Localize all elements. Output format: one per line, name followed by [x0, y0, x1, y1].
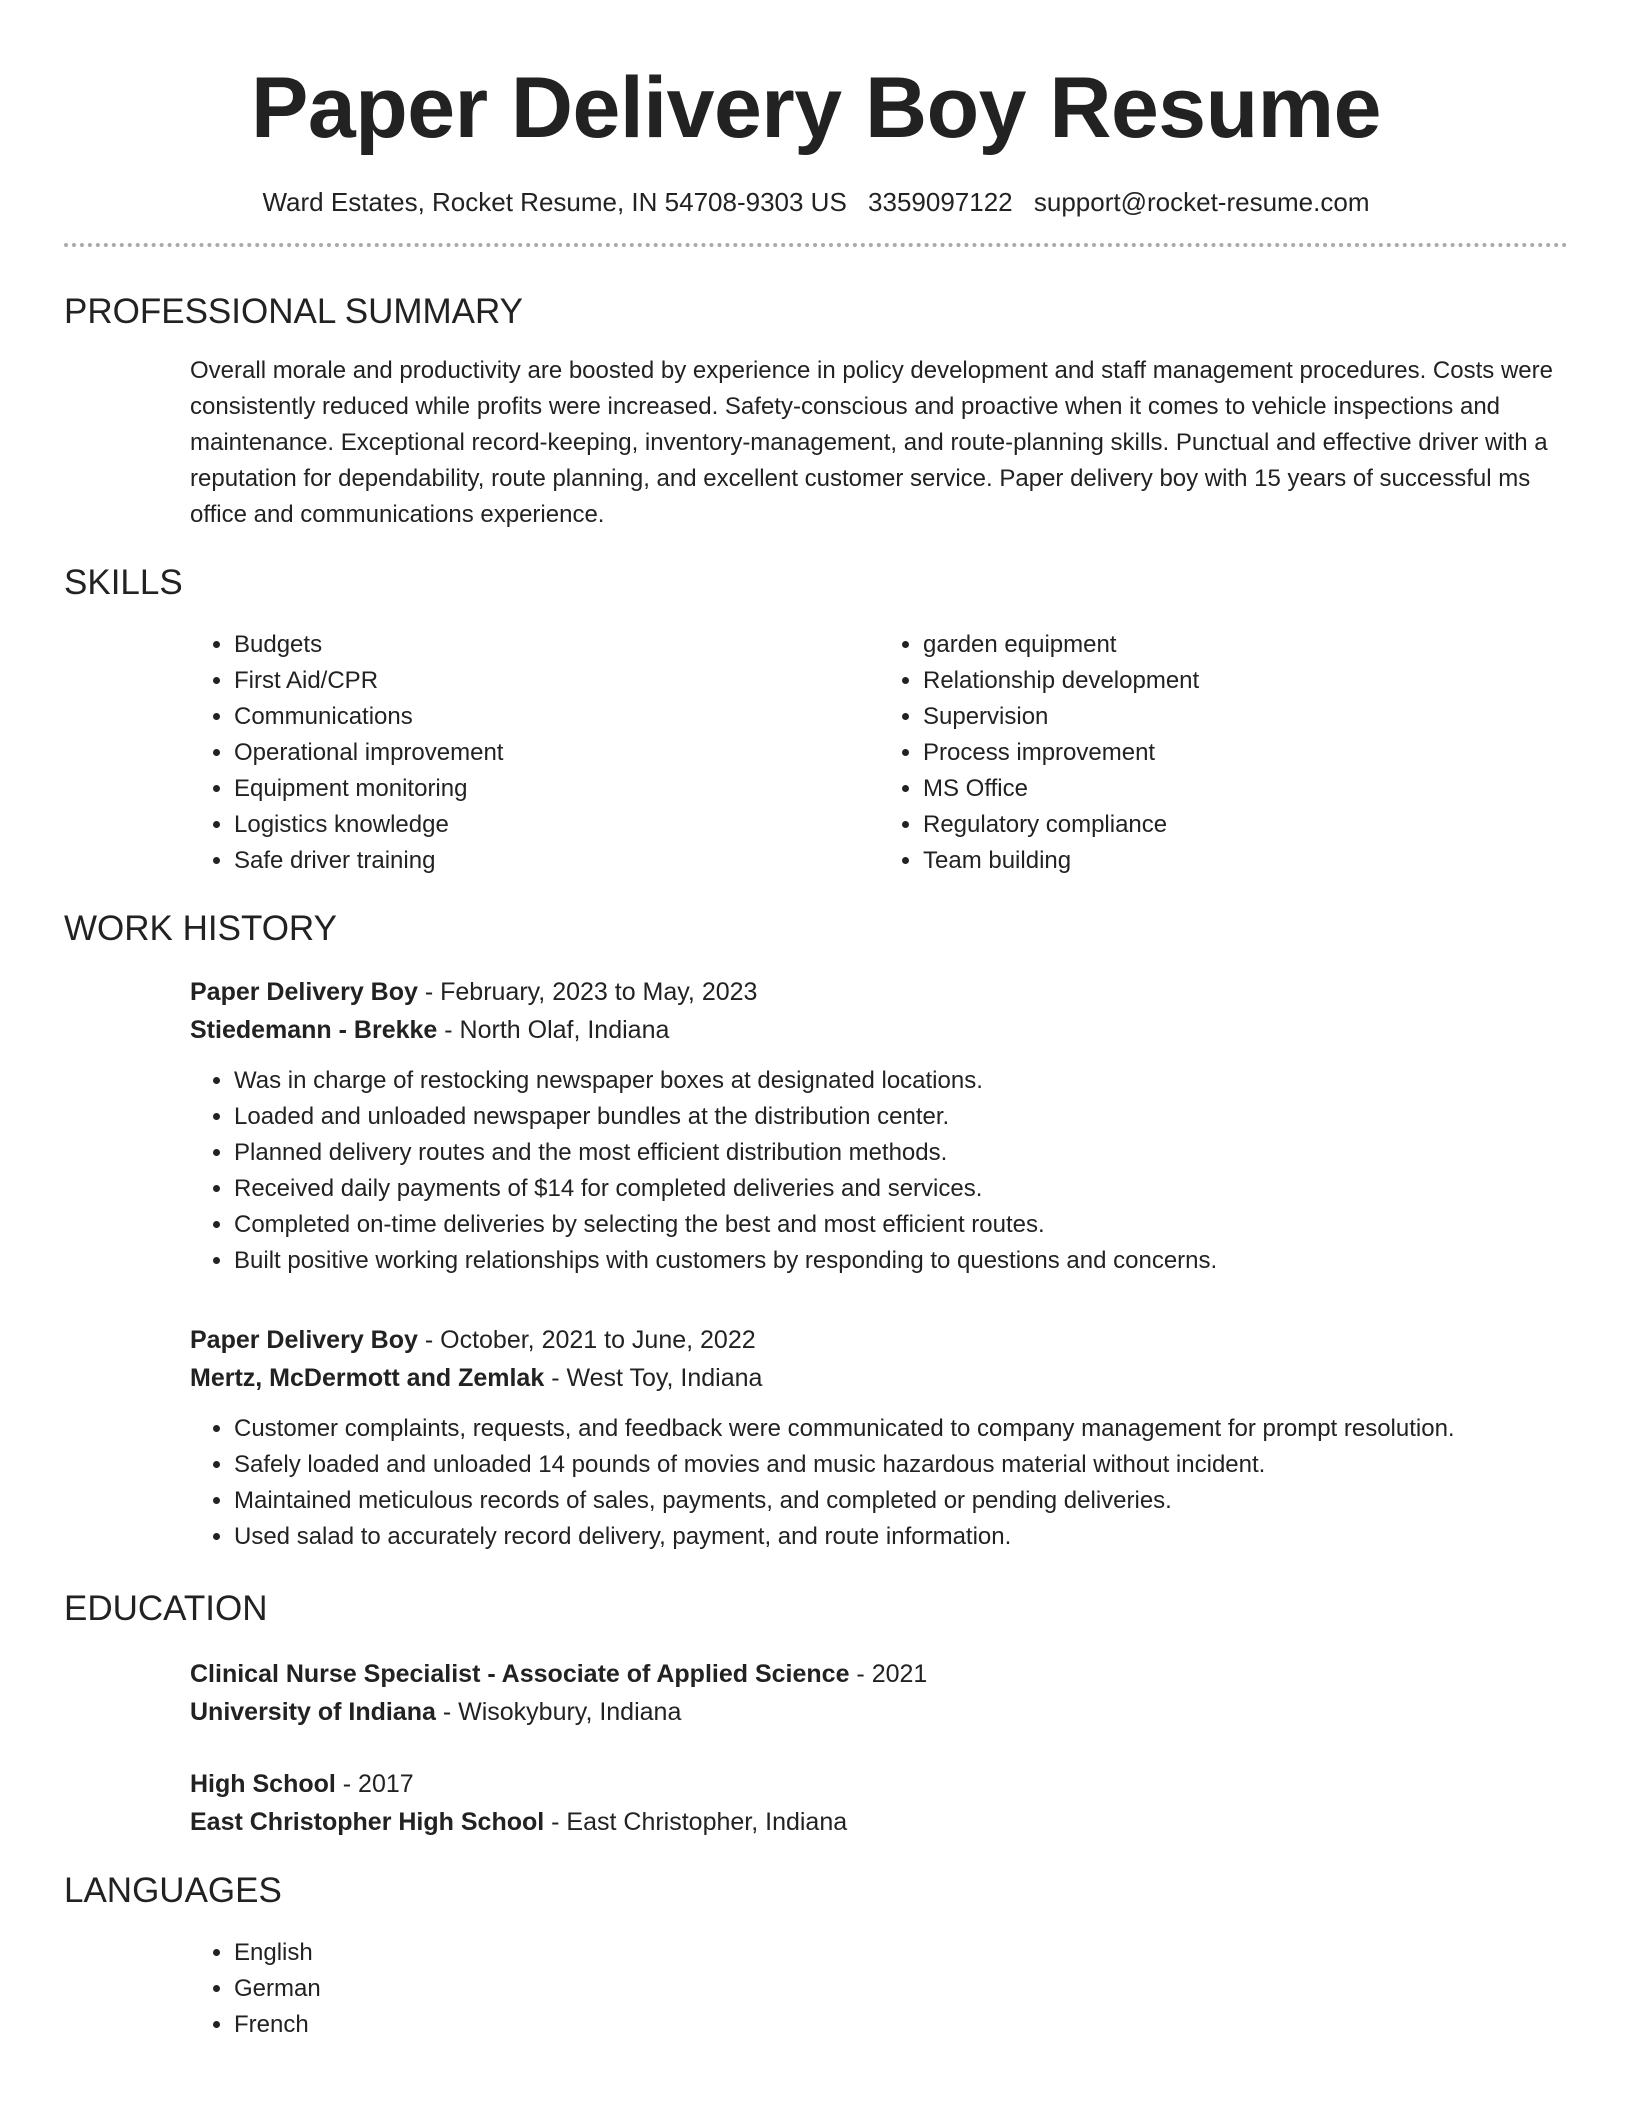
education-degree-line — [190, 1765, 1568, 1803]
language-item: • English — [234, 1935, 1568, 1971]
languages-list — [190, 1935, 1568, 2043]
skill-item: • Regulatory compliance — [923, 807, 1568, 843]
section-title-summary: PROFESSIONAL SUMMARY — [64, 292, 523, 331]
job-bullet: • Safely loaded and unloaded 14 pounds of movies and music hazardous material without incident. — [234, 1447, 1568, 1483]
skill-item: • MS Office — [923, 771, 1568, 807]
job-dates: - October, 2021 to June, 2022 — [417, 1326, 756, 1354]
skills-list-left — [190, 627, 879, 879]
skill-item: • Budgets — [234, 627, 879, 663]
skill-item: • Team building — [923, 843, 1568, 879]
language-item: • German — [234, 1971, 1568, 2007]
resume-title: Paper Delivery Boy Resume — [251, 60, 1381, 156]
contact-phone: 3359097122 — [868, 187, 1013, 217]
skill-item: • garden equipment — [923, 627, 1568, 663]
skills-list-right — [879, 627, 1568, 879]
job-bullet: • Maintained meticulous records of sales, payments, and completed or pending deliveries. — [234, 1483, 1568, 1519]
job-bullet: • Received daily payments of $14 for completed deliveries and services. — [234, 1171, 1568, 1207]
education-school: University of Indiana — [190, 1698, 436, 1726]
education-entry — [190, 1765, 1568, 1841]
job-location: - North Olaf, Indiana — [437, 1016, 670, 1044]
education-school: East Christopher High School — [190, 1808, 545, 1836]
job-entry — [190, 1321, 1568, 1555]
job-bullet: • Planned delivery routes and the most efficient distribution methods. — [234, 1135, 1568, 1171]
section-title-skills: SKILLS — [64, 563, 183, 602]
education-location: - East Christopher, Indiana — [544, 1808, 848, 1836]
education-year: - 2017 — [335, 1770, 414, 1798]
job-company-line — [190, 1359, 1568, 1397]
education-location: - Wisokybury, Indiana — [435, 1698, 682, 1726]
education-entry — [190, 1655, 1568, 1731]
education-school-line — [190, 1693, 1568, 1731]
job-bullets — [190, 1063, 1568, 1279]
job-bullet: • Used salad to accurately record delivery, payment, and route information. — [234, 1519, 1568, 1555]
skill-item: • Operational improvement — [234, 735, 879, 771]
education-degree: High School — [190, 1770, 336, 1798]
job-bullet: • Was in charge of restocking newspaper boxes at designated locations. — [234, 1063, 1568, 1099]
job-title-line — [190, 973, 1568, 1011]
job-company: Stiedemann - Brekke — [190, 1016, 438, 1044]
job-bullets — [190, 1411, 1568, 1555]
education-degree: Clinical Nurse Specialist - Associate of Applied Science — [190, 1660, 850, 1688]
contact-address: Ward Estates, Rocket Resume, IN 54708-9303 US — [262, 187, 847, 217]
education-year: - 2021 — [849, 1660, 928, 1688]
skill-item: • First Aid/CPR — [234, 663, 879, 699]
contact-line — [64, 186, 1568, 218]
header-divider — [64, 243, 1568, 247]
skill-item: • Process improvement — [923, 735, 1568, 771]
job-title: Paper Delivery Boy — [190, 978, 418, 1006]
job-bullet: • Loaded and unloaded newspaper bundles at the distribution center. — [234, 1099, 1568, 1135]
job-location: - West Toy, Indiana — [544, 1364, 763, 1392]
job-bullet: • Customer complaints, requests, and feedback were communicated to company management for prompt resolution. — [234, 1411, 1568, 1447]
section-title-languages: LANGUAGES — [64, 1871, 282, 1910]
section-title-education: EDUCATION — [64, 1589, 268, 1628]
contact-email: support@rocket-resume.com — [1033, 187, 1370, 217]
skills-columns — [190, 627, 1568, 879]
skill-item: • Communications — [234, 699, 879, 735]
job-title: Paper Delivery Boy — [190, 1326, 418, 1354]
job-company-line — [190, 1011, 1568, 1049]
section-title-work-history: WORK HISTORY — [64, 909, 337, 948]
language-item: • French — [234, 2007, 1568, 2043]
skill-item: • Supervision — [923, 699, 1568, 735]
education-school-line — [190, 1803, 1568, 1841]
skill-item: • Relationship development — [923, 663, 1568, 699]
job-entry — [190, 973, 1568, 1279]
education-degree-line — [190, 1655, 1568, 1693]
skill-item: • Logistics knowledge — [234, 807, 879, 843]
summary-text: Overall morale and productivity are boosted by experience in policy development and staff management procedures. Costs were consistently reduced while profits were increased. Safety-conscious and proactive when it comes to vehicle inspections and maintenance. Exceptional record-keeping, inventory-management, and route-planning skills. Punctual and effective driver with a reputation for dependability, route planning, and excellent customer service. Paper delivery boy with 15 years of successful ms office and communications experience. — [190, 357, 1553, 528]
job-dates: - February, 2023 to May, 2023 — [417, 978, 758, 1006]
languages-list-wrap — [190, 1935, 1568, 2043]
job-company: Mertz, McDermott and Zemlak — [190, 1364, 545, 1392]
job-bullet: • Completed on-time deliveries by selecting the best and most efficient routes. — [234, 1207, 1568, 1243]
job-title-line — [190, 1321, 1568, 1359]
job-bullet: • Built positive working relationships with customers by responding to questions and concerns. — [234, 1243, 1568, 1279]
skill-item: • Safe driver training — [234, 843, 879, 879]
skill-item: • Equipment monitoring — [234, 771, 879, 807]
